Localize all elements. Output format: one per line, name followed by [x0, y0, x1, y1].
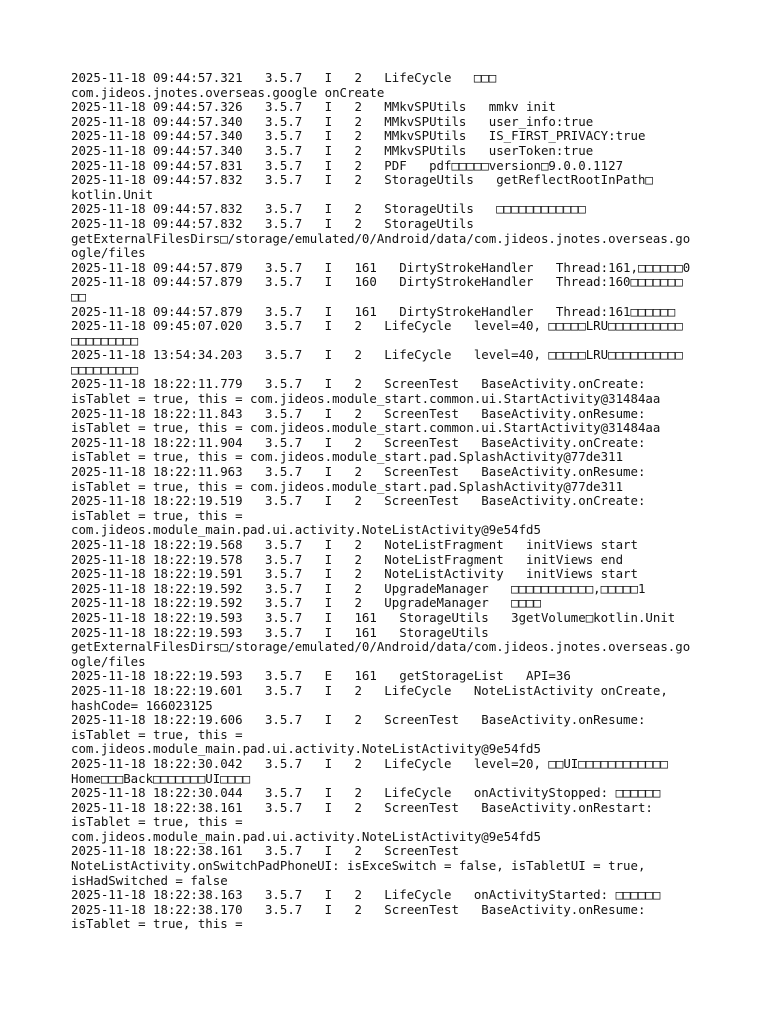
log-text: 2025-11-18 09:44:57.321 3.5.7 I 2 LifeCycle □□□ com.jideos.jnotes.overseas.google onCreate 2025-11-18 09:44:57.326 3.5.7 I 2 MMkvSPUtils mmkv init 2025-11-18 09:44:57.340 3.5.7 I 2 MMkvSPUtils user_info:true 2025-11-18 09:44:57.340 3.5.7 I 2 MMkvSPUtils IS_FIRST_PRIVACY:true 2025-11-18 09:44:57.340 3.5.7 I 2 MMkvSPUtils userToken:true 2025-11-18 09:44:57.831 3.5.7 I 2 PDF pdf□□□□□version□9.0.0.1127 2025-11-18 09:44:57.832 3.5.7 I 2 StorageUtils getReflectRootInPath□ kotlin.Unit 2025-11-18 09:44:57.832 3.5.7 I 2 StorageUtils □□□□□□□□□□□□ 2025-11-18 09:44:57.832 3.5.7 I 2 StorageUtils getExternalFilesDirs□/storage/emulated/0/Android/data/com.jideos.jnotes.overseas.go ogle/files 2025-11-18 09:44:57.879 3.5.7 I 161 DirtyStrokeHandler Thread:161,□□□□□□0 2025-11-18 09:44:57.879 3.5.7 I 160 DirtyStrokeHandler Thread:160□□□□□□□ □□ 2025-11-18 09:44:57.879 3.5.7 I 161 DirtyStrokeHandler Thread:161□□□□□□ 2025-11-18 09:45:07.020 3.5.7 I 2 LifeCycle level=40, □□□□□LRU□□□□□□□□□□ □□□□□□□□□ 2025-11-18 13:54:34.203 3.5.7 I 2 LifeCycle level=40, □□□□□LRU□□□□□□□□□□ □□□□□□□□□ 2025-11-18 18:22:11.779 3.5.7 I 2 ScreenTest BaseActivity.onCreate: isTablet = true, this = com.jideos.module_start.common.ui.StartActivity@31484aa 2025-11-18 18:22:11.843 3.5.7 I 2 ScreenTest BaseActivity.onResume: isTablet = true, this = com.jideos.module_start.common.ui.StartActivity@31484aa 2025-11-18 18:22:11.904 3.5.7 I 2 ScreenTest BaseActivity.onCreate: isTablet = true, this = com.jideos.module_start.pad.SplashActivity@77de311 2025-11-18 18:22:11.963 3.5.7 I 2 ScreenTest BaseActivity.onResume: isTablet = true, this = com.jideos.module_start.pad.SplashActivity@77de311 2025-11-18 18:22:19.519 3.5.7 I 2 ScreenTest BaseActivity.onCreate: isTablet = true, this = com.jideos.module_main.pad.ui.activity.NoteListActivity@9e54fd5 2025-11-18 18:22:19.568 3.5.7 I 2 NoteListFragment initViews start 2025-11-18 18:22:19.578 3.5.7 I 2 NoteListFragment initViews end 2025-11-18 18:22:19.591 3.5.7 I 2 NoteListActivity initViews start 2025-11-18 18:22:19.592 3.5.7 I 2 UpgradeManager □□□□□□□□□□□,□□□□□1 2025-11-18 18:22:19.592 3.5.7 I 2 UpgradeManager □□□□ 2025-11-18 18:22:19.593 3.5.7 I 161 StorageUtils 3getVolume□kotlin.Unit 2025-11-18 18:22:19.593 3.5.7 I 161 StorageUtils getExternalFilesDirs□/storage/emulated/0/Android/data/com.jideos.jnotes.overseas.go ogle/files 2025-11-18 18:22:19.593 3.5.7 E 161 getStorageList API=36 2025-11-18 18:22:19.601 3.5.7 I 2 LifeCycle NoteListActivity onCreate, hashCode= 166023125 2025-11-18 18:22:19.606 3.5.7 I 2 ScreenTest BaseActivity.onResume: isTablet = true, this = com.jideos.module_main.pad.ui.activity.NoteListActivity@9e54fd5 2025-11-18 18:22:30.042 3.5.7 I 2 LifeCycle level=20, □□UI□□□□□□□□□□□□ Home□□□Back□□□□□□□UI□□□□ 2025-11-18 18:22:30.044 3.5.7 I 2 LifeCycle onActivityStopped: □□□□□□ 2025-11-18 18:22:38.161 3.5.7 I 2 ScreenTest BaseActivity.onRestart: isTablet = true, this = com.jideos.module_main.pad.ui.activity.NoteListActivity@9e54fd5 2025-11-18 18:22:38.161 3.5.7 I 2 ScreenTest NoteListActivity.onSwitchPadPhoneUI: isExceSwitch = false, isTabletUI = true, isHadSwitched = false 2025-11-18 18:22:38.163 3.5.7 I 2 LifeCycle onActivityStarted: □□□□□□ 2025-11-18 18:22:38.170 3.5.7 I 2 ScreenTest BaseActivity.onResume: isTablet = true, this =	[71, 70, 691, 932]
document-page	[71, 71, 701, 932]
